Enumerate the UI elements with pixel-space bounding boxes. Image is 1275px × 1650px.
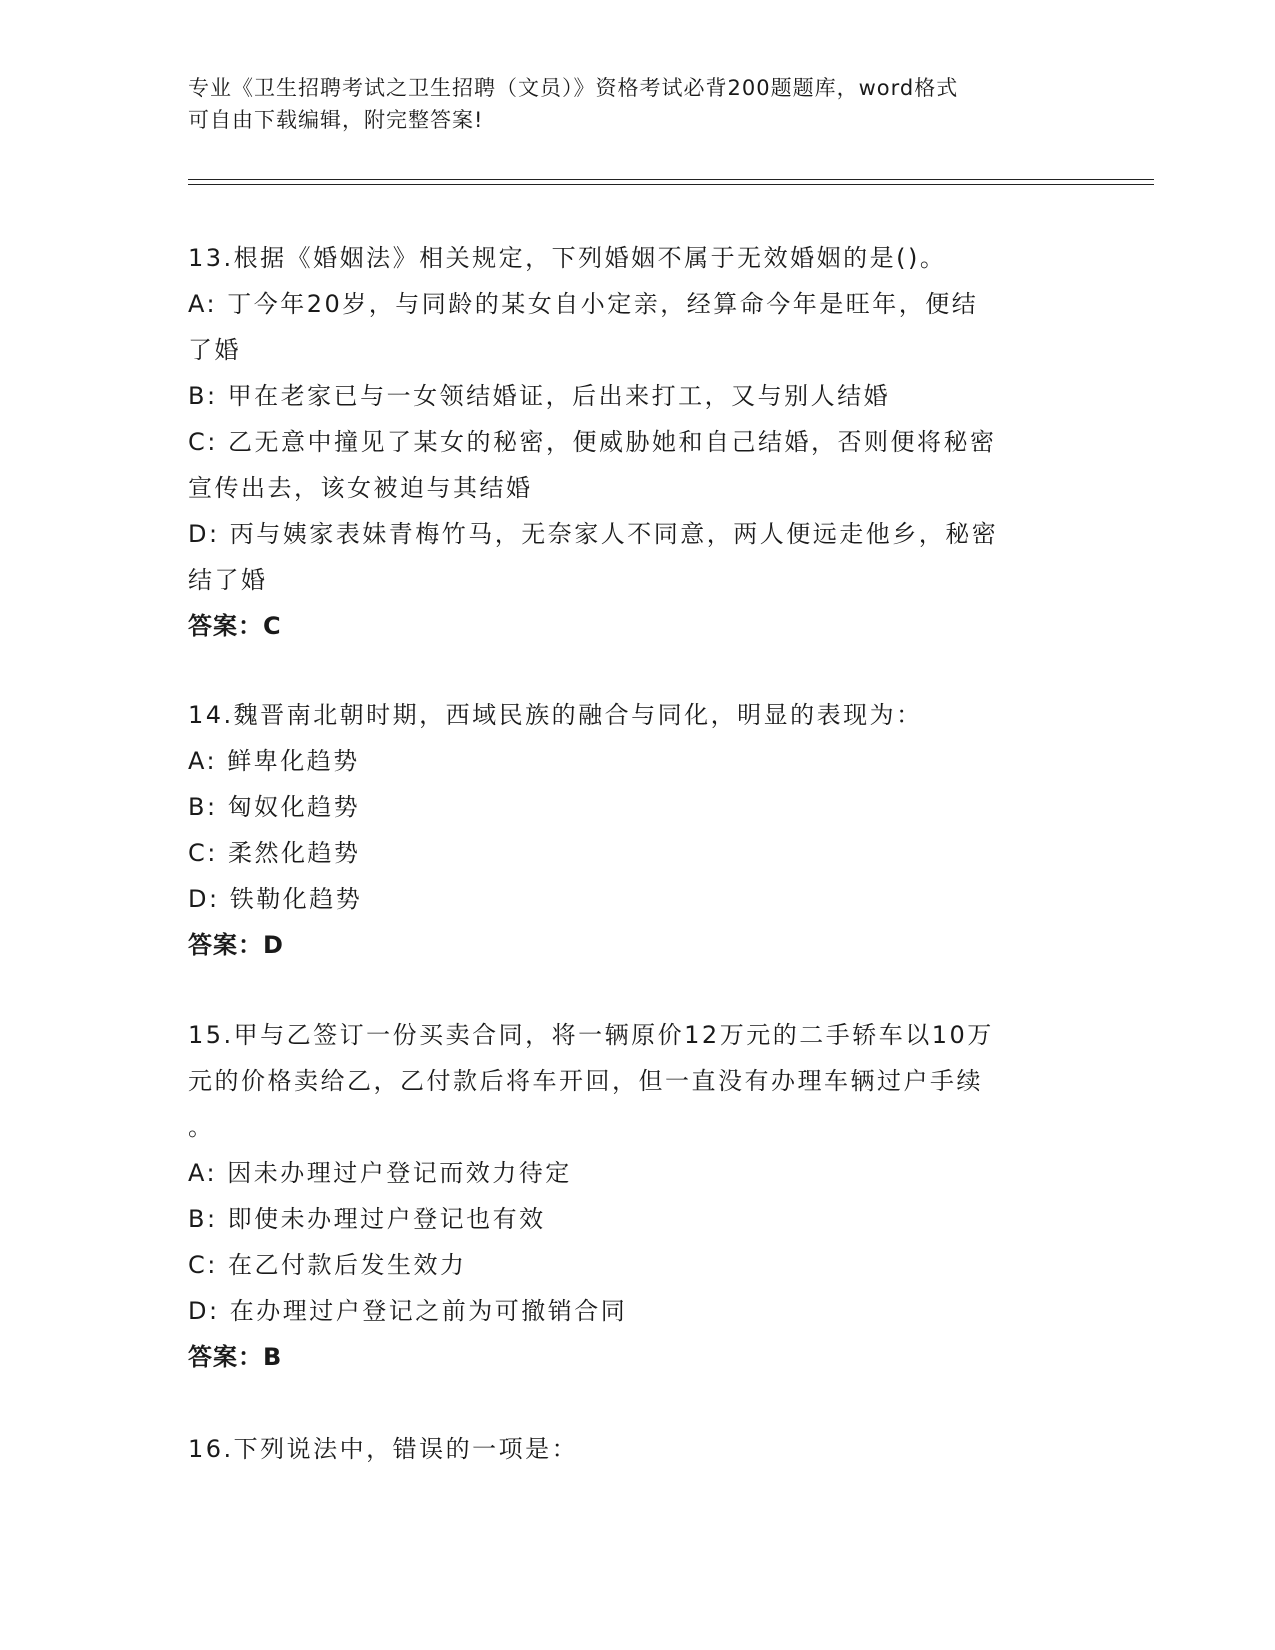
question-14-option-d: D: 铁勒化趋势	[188, 885, 363, 913]
question-15-stem-cont: 元的价格卖给乙，乙付款后将车开回，但一直没有办理车辆过户手续	[188, 1067, 983, 1095]
header-line-1: 专业《卫生招聘考试之卫生招聘（文员）》资格考试必背200题题库，word格式	[188, 76, 959, 100]
question-13-stem: 13.根据《婚姻法》相关规定，下列婚姻不属于无效婚姻的是()。	[188, 244, 947, 272]
question-14-option-c: C: 柔然化趋势	[188, 839, 361, 867]
question-15-option-b: B: 即使未办理过户登记也有效	[188, 1205, 546, 1233]
question-14-stem: 14.魏晋南北朝时期，西域民族的融合与同化，明显的表现为：	[188, 701, 923, 729]
question-15-stem-end: 。	[188, 1113, 215, 1141]
question-13-answer: 答案：C	[188, 612, 282, 640]
header-line-2: 可自由下载编辑，附完整答案!	[188, 108, 484, 132]
question-15-option-d: D: 在办理过户登记之前为可撤销合同	[188, 1297, 628, 1325]
question-14-option-b: B: 匈奴化趋势	[188, 793, 361, 821]
document-header	[188, 72, 1088, 136]
question-13-option-c: C: 乙无意中撞见了某女的秘密，便威胁她和自己结婚，否则便将秘密	[188, 428, 997, 456]
question-15-option-a: A: 因未办理过户登记而效力待定	[188, 1159, 572, 1187]
header-divider-top	[188, 179, 1154, 180]
question-13-option-a-cont: 了婚	[188, 336, 241, 364]
question-15-stem: 15.甲与乙签订一份买卖合同，将一辆原价12万元的二手轿车以10万	[188, 1021, 994, 1049]
question-14-answer: 答案：D	[188, 931, 284, 959]
question-13-option-d-cont: 结了婚	[188, 566, 268, 594]
question-16-stem: 16.下列说法中，错误的一项是：	[188, 1435, 579, 1463]
question-16	[188, 1426, 1088, 1472]
question-13-option-c-cont: 宣传出去，该女被迫与其结婚	[188, 474, 533, 502]
question-15-answer: 答案：B	[188, 1343, 283, 1371]
question-15	[188, 1012, 1088, 1380]
question-13-option-d: D: 丙与姨家表妹青梅竹马，无奈家人不同意，两人便远走他乡，秘密	[188, 520, 999, 548]
question-15-option-c: C: 在乙付款后发生效力	[188, 1251, 467, 1279]
header-divider-bottom	[188, 184, 1154, 185]
question-14-option-a: A: 鲜卑化趋势	[188, 747, 360, 775]
question-13-option-b: B: 甲在老家已与一女领结婚证，后出来打工，又与别人结婚	[188, 382, 891, 410]
question-13-option-a: A: 丁今年20岁，与同龄的某女自小定亲，经算命今年是旺年，便结	[188, 290, 979, 318]
question-14	[188, 692, 1088, 968]
question-13	[188, 235, 1088, 649]
